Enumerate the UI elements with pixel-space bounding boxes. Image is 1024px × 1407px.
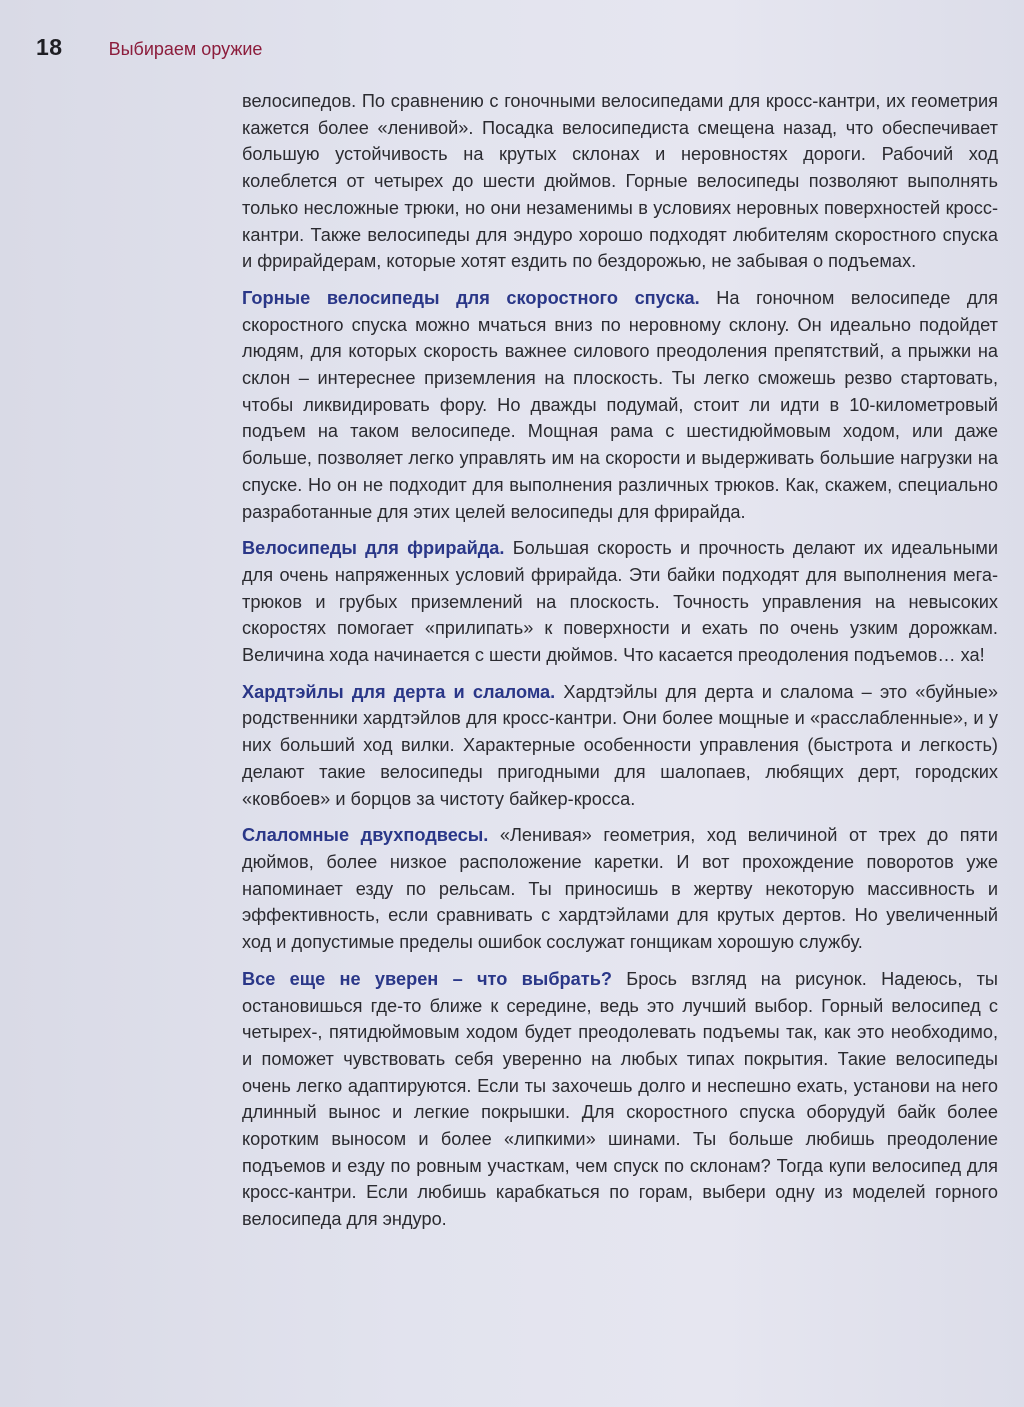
paragraph-slalom-dual: [242, 822, 998, 956]
paragraph-enduro-intro: [242, 88, 998, 275]
paragraph-text: «Ленивая» геометрия, ход величиной от трех до пяти дюймов, более низкое расположение каретки. И вот прохождение поворотов уже напоминает езду по рельсам. Ты приносишь в жертву некоторую массивность и эффективность, если сравнивать с хардтэйлами для крутых дертов. Но увеличенный ход и допустимые пределы ошибок сослужат гонщикам хорошую службу.: [242, 825, 998, 953]
page-number: 18: [36, 34, 63, 60]
chapter-title: Выбираем оружие: [108, 39, 263, 59]
paragraph-heading: Хардтэйлы для дерта и слалома.: [242, 681, 556, 702]
page-header: [36, 34, 262, 61]
paragraph-heading: Велосипеды для фрирайда.: [242, 538, 505, 559]
paragraph-text: велосипедов. По сравнению с гоночными велосипедами для кросс-кантри, их геометрия кажется более «ленивой». Посадка велосипедиста смещена назад, что обеспечивает большую устойчивость на крутых склонах и неровностях дороги. Рабочий ход колеблется от четырех до шести дюймов. Горные велосипеды позволяют выполнять только несложные трюки, но они незаменимы в условиях неровных поверхностей кросс-кантри. Также велосипеды для эндуро хорошо подходят любителям скоростного спуска и фрирайдерам, которые хотят ездить по бездорожью, не забывая о подъемах.: [242, 91, 998, 272]
paragraph-text: Хардтэйлы для дерта и слалома – это «буйные» родственники хардтэйлов для кросс-кантри. Они более мощные и «расслабленные», и у них больший ход вилки. Характерные особенности управления (быстрота и легкость) делают такие велосипеды пригодными для шалопаев, любящих дерт, городских «ковбоев» и борцов за чистоту байкер-кросса.: [242, 681, 998, 809]
body-text: [242, 88, 998, 1243]
paragraph-still-unsure: [242, 966, 998, 1233]
paragraph-heading: Горные велосипеды для скоростного спуска.: [242, 287, 700, 308]
paragraph-downhill: [242, 285, 998, 525]
paragraph-freeride: [242, 535, 998, 669]
paragraph-text: Большая скорость и прочность делают их идеальными для очень напряженных условий фрирайда. Эти байки подходят для выполнения мега-трюков и грубых приземлений на плоскость. Точность управления на невысоких скоростях помогает «прилипать» к поверхности и ехать по очень узким дорожкам. Величина хода начинается с шести дюймов. Что касается преодоления подъемов… ха!: [242, 538, 998, 666]
paragraph-heading: Слаломные двухподвесы.: [242, 825, 489, 846]
paragraph-dirt-hardtails: [242, 679, 998, 813]
paragraph-text: На гоночном велосипеде для скоростного спуска можно мчаться вниз по неровному склону. Он идеально подойдет людям, для которых скорость важнее силового преодоления препятствий, а прыжки на склон – интереснее приземления на плоскость. Ты легко сможешь резво стартовать, чтобы ликвидировать фору. Но дважды подумай, стоит ли идти в 10-километровый подъем на таком велосипеде. Мощная рама с шестидюймовым ходом, или даже больше, позволяет легко управлять им на скорости и выдерживать большие нагрузки на спуске. Но он не подходит для выполнения различных трюков. Как, скажем, специально разработанные для этих целей велосипеды для фрирайда.: [242, 287, 998, 522]
paragraph-text: Брось взгляд на рисунок. Надеюсь, ты остановишься где-то ближе к середине, ведь это лучший выбор. Горный велосипед с четырех-, пятидюймовым ходом будет преодолевать подъемы так, как это необходимо, и поможет чувствовать себя уверенно на любых типах покрытия. Такие велосипеды очень легко адаптируются. Если ты захочешь долго и неспешно ехать, установи на него длинный вынос и легкие покрышки. Для скоростного спуска оборудуй байк более коротким выносом и более «липкими» шинами. Ты больше любишь преодоление подъемов и езду по ровным участкам, чем спуск по склонам? Тогда купи велосипед для кросс-кантри. Если любишь карабкаться по горам, выбери одну из моделей горного велосипеда для эндуро.: [242, 968, 998, 1230]
paragraph-heading: Все еще не уверен – что выбрать?: [242, 968, 612, 989]
